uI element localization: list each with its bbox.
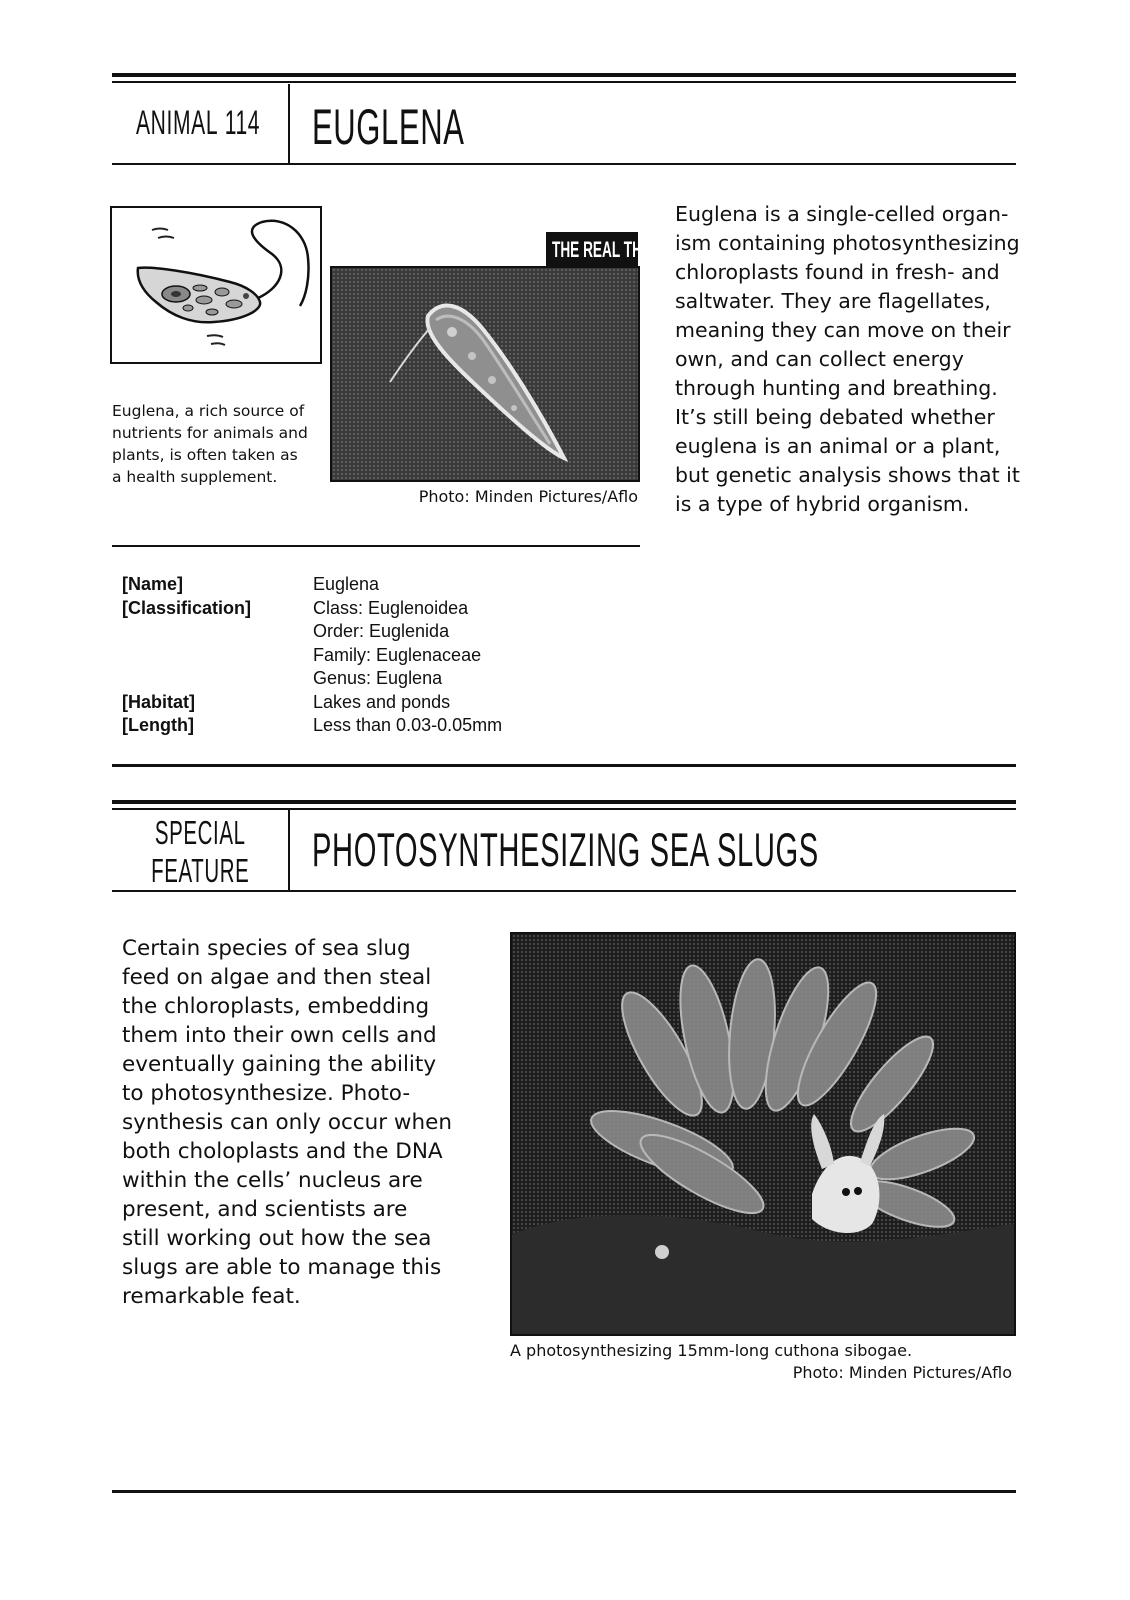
length-label: [Length] bbox=[122, 715, 194, 735]
description-line: meaning they can move on their bbox=[675, 318, 1011, 342]
animal-label: ANIMAL bbox=[136, 104, 219, 142]
feature-label-line1: SPECIAL bbox=[154, 814, 246, 851]
section-end-rule bbox=[112, 764, 1016, 767]
page-title: EUGLENA bbox=[312, 99, 465, 155]
genus-value: Genus: Euglena bbox=[313, 668, 443, 688]
stats-top-rule bbox=[112, 545, 640, 547]
real-thing-badge: THE REAL THING bbox=[546, 232, 638, 268]
length-value: Less than 0.03-0.05mm bbox=[313, 715, 503, 735]
feature-line: present, and scientists are bbox=[122, 1197, 408, 1222]
sea-slug-photo bbox=[510, 932, 1016, 1336]
animal-number: 114 bbox=[224, 104, 261, 142]
classification-label: [Classification] bbox=[122, 597, 252, 618]
photo-credit-1: Photo: Minden Pictures/Aflo bbox=[418, 487, 638, 506]
family-value: Family: Euglenaceae bbox=[313, 644, 482, 665]
feature-line: to photosynthesize. Photo- bbox=[122, 1081, 411, 1106]
description-line: chloroplasts found in fresh- and bbox=[675, 260, 1000, 284]
feature-line: within the cells’ nucleus are bbox=[122, 1168, 423, 1193]
description-line: but genetic analysis shows that it bbox=[675, 463, 1020, 487]
name-label: [Name] bbox=[122, 574, 184, 594]
photo-credit-2: Photo: Minden Pictures/Aflo bbox=[792, 1363, 1012, 1382]
habitat-value: Lakes and ponds bbox=[313, 691, 451, 712]
feature-line: Certain species of sea slug bbox=[122, 936, 411, 961]
feature-title: PHOTOSYNTHESIZING SEA SLUGS bbox=[312, 823, 819, 876]
description-line: saltwater. They are flagellates, bbox=[675, 289, 991, 313]
euglena-illustration bbox=[110, 206, 322, 364]
feature-body bbox=[122, 934, 482, 1311]
stats-values bbox=[313, 573, 613, 738]
description-line: Euglena is a single-celled organ- bbox=[675, 202, 1009, 226]
description-line: through hunting and breathing. bbox=[675, 376, 998, 400]
name-value: Euglena bbox=[313, 574, 380, 594]
feature-line: the chloroplasts, embedding bbox=[122, 994, 430, 1019]
feature-line: them into their own cells and bbox=[122, 1023, 437, 1048]
animal-number-label bbox=[136, 104, 336, 148]
description-line: ism containing photosynthesizing bbox=[675, 231, 1020, 255]
euglena-photo-subject bbox=[332, 268, 638, 480]
description-line: own, and can collect energy bbox=[675, 347, 964, 371]
euglena-drawing bbox=[112, 208, 320, 362]
class-value: Class: Euglenoidea bbox=[313, 597, 469, 618]
feature-line: slugs are able to manage this bbox=[122, 1255, 442, 1280]
description bbox=[675, 200, 1020, 519]
page-bottom-rule bbox=[112, 1490, 1016, 1493]
feature-header-bottom-rule bbox=[112, 890, 1016, 892]
euglena-photo bbox=[330, 266, 640, 482]
feature-line: both choloplasts and the DNA bbox=[122, 1139, 443, 1164]
header-bottom-rule bbox=[112, 163, 1016, 165]
header-divider bbox=[288, 84, 290, 164]
stats-labels bbox=[122, 573, 302, 738]
stats-spacer bbox=[122, 620, 302, 691]
feature-double-rule-thick bbox=[112, 800, 1016, 804]
feature-double-rule-thin bbox=[112, 808, 1016, 810]
feature-line: still working out how the sea bbox=[122, 1226, 432, 1251]
feature-line: eventually gaining the ability bbox=[122, 1052, 437, 1077]
order-value: Order: Euglenida bbox=[313, 621, 450, 641]
description-line: is a type of hybrid organism. bbox=[675, 492, 970, 516]
feature-divider bbox=[288, 810, 290, 890]
top-double-rule-thick bbox=[112, 73, 1016, 77]
feature-line: remarkable feat. bbox=[122, 1284, 301, 1309]
illustration-caption: Euglena, a rich source of nutrients for animals and plants, is often taken as a health supplement. bbox=[112, 402, 308, 486]
top-double-rule-thin bbox=[112, 81, 1016, 83]
feature-line: synthesis can only occur when bbox=[122, 1110, 452, 1135]
feature-label-line2: FEATURE bbox=[150, 852, 250, 889]
description-line: It’s still being debated whether bbox=[675, 405, 995, 429]
sea-slug-subject bbox=[512, 934, 1014, 1334]
description-line: euglena is an animal or a plant, bbox=[675, 434, 1001, 458]
feature-line: feed on algae and then steal bbox=[122, 965, 432, 990]
sea-slug-caption: A photosynthesizing 15mm-long cuthona sibogae. bbox=[510, 1341, 913, 1360]
feature-label bbox=[112, 814, 288, 890]
habitat-label: [Habitat] bbox=[122, 691, 195, 712]
